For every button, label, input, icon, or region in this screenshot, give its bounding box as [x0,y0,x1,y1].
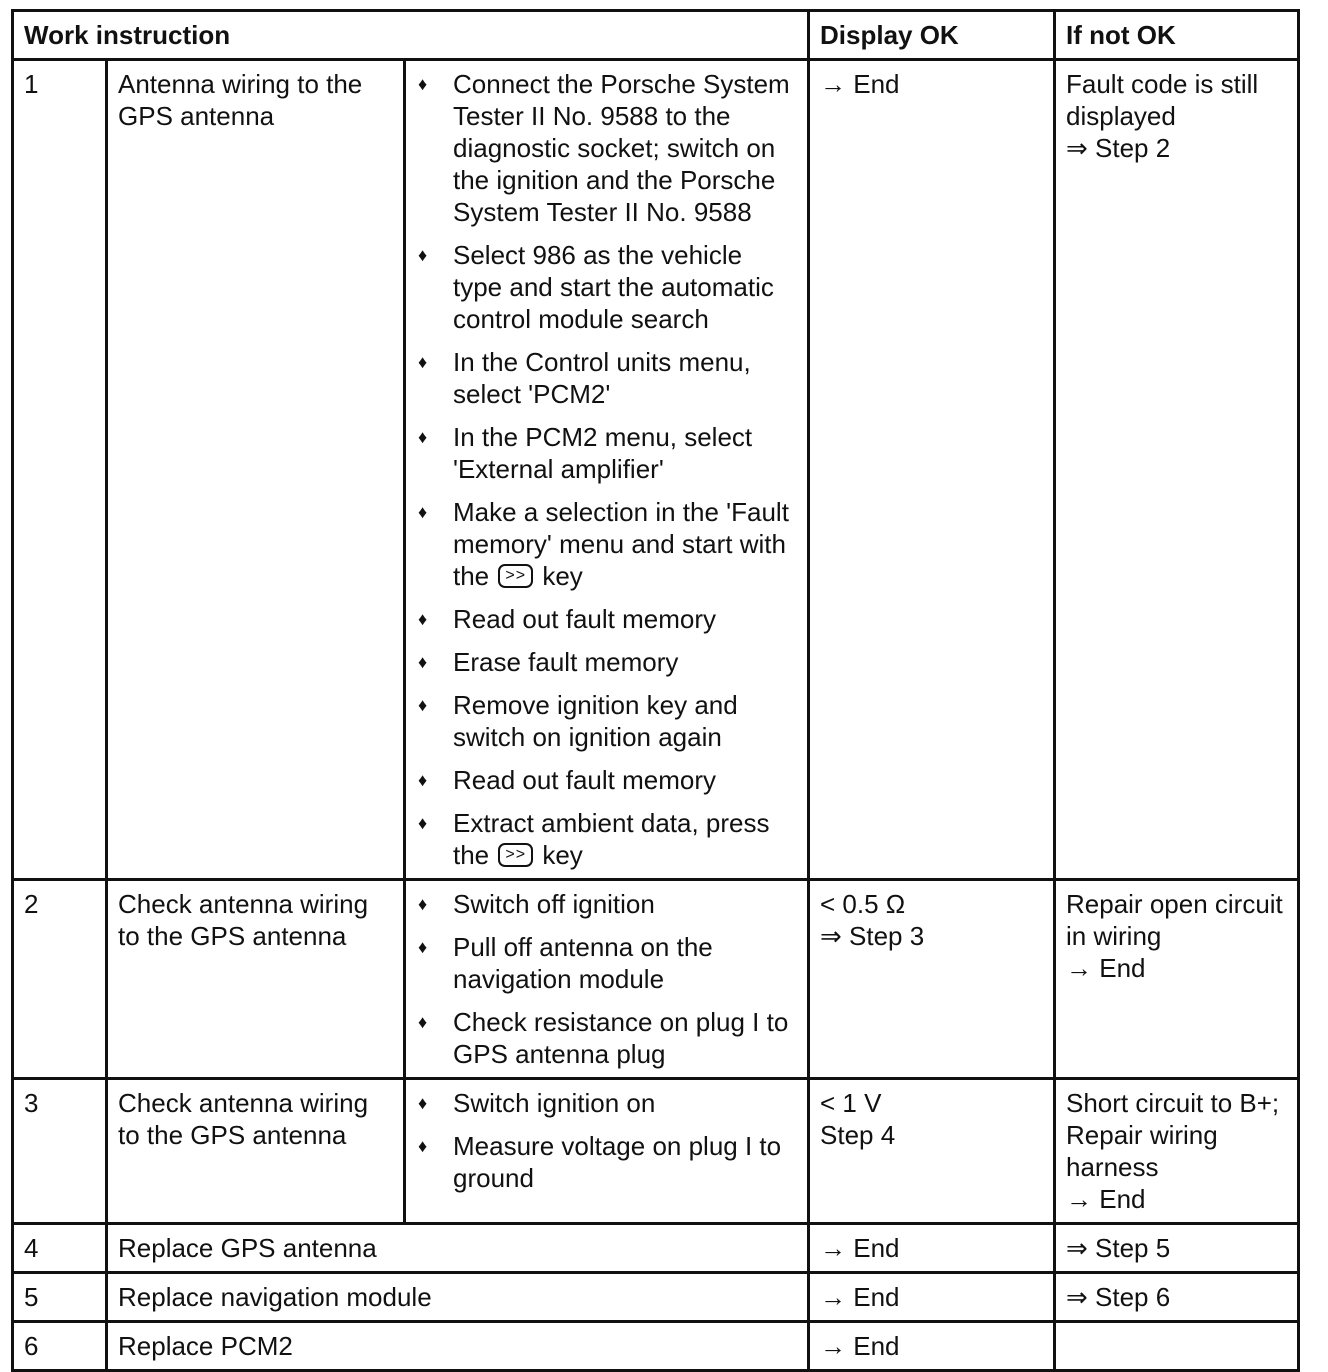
if-not-ok-line: → End [1066,1184,1146,1214]
step-number: 1 [13,60,107,880]
display-ok-line: → End [820,1282,900,1312]
diamond-bullet-icon: ♦ [418,609,428,629]
instruction-text: Erase fault memory [453,647,679,677]
list-item [416,931,798,995]
step-number: 4 [13,1224,107,1273]
list-item [416,68,798,228]
list-item [416,496,798,592]
header-work-instruction: Work instruction [13,11,809,60]
display-ok-cell [809,1273,1055,1322]
instruction-text: Pull off antenna on the navigation module [453,932,713,994]
list-item [416,346,798,410]
step-number: 3 [13,1079,107,1224]
if-not-ok-cell [1055,1273,1299,1322]
list-item [416,689,798,753]
diamond-bullet-icon: ♦ [418,1136,428,1156]
if-not-ok-cell [1055,1224,1299,1273]
step-title: Replace GPS antenna [107,1224,809,1273]
step-number: 5 [13,1273,107,1322]
header-display-ok: Display OK [809,11,1055,60]
list-item [416,764,798,796]
instruction-text-tail: key [542,561,583,591]
instruction-text: Extract ambient data, press the [453,808,770,870]
diamond-bullet-icon: ♦ [418,937,428,957]
diamond-bullet-icon: ♦ [418,1012,428,1032]
table-row [13,1079,1299,1224]
instruction-text: Switch ignition on [453,1088,656,1118]
step-number: 6 [13,1322,107,1371]
diamond-bullet-icon: ♦ [418,1093,428,1113]
diamond-bullet-icon: ♦ [418,352,428,372]
step-number: 2 [13,880,107,1079]
display-ok-line: < 0.5 Ω [820,889,906,919]
if-not-ok-cell [1055,60,1299,880]
work-instruction-table [11,9,1300,1372]
display-ok-line: → End [820,1331,900,1361]
step-instructions [405,1079,809,1224]
if-not-ok-line: Repair wiring harness [1066,1120,1218,1182]
instruction-text: In the Control units menu, select 'PCM2' [453,347,751,409]
table-row [13,1273,1299,1322]
diamond-bullet-icon: ♦ [418,813,428,833]
instruction-text: Switch off ignition [453,889,655,919]
list-item [416,1006,798,1070]
if-not-ok-cell [1055,880,1299,1079]
diamond-bullet-icon: ♦ [418,652,428,672]
list-item [416,1130,798,1194]
instruction-text: In the PCM2 menu, select 'External amplifier' [453,422,753,484]
diamond-bullet-icon: ♦ [418,770,428,790]
if-not-ok-cell [1055,1322,1299,1371]
instruction-text: Measure voltage on plug I to ground [453,1131,782,1193]
step-title: Antenna wiring to the GPS antenna [107,60,405,880]
if-not-ok-line: ⇒ Step 6 [1066,1282,1171,1312]
list-item [416,888,798,920]
instruction-text-tail: key [542,840,583,870]
list-item [416,603,798,635]
step-instructions [405,60,809,880]
diamond-bullet-icon: ♦ [418,427,428,447]
instruction-text: Make a selection in the 'Fault memory' menu and start with the [453,497,789,591]
forward-key-icon: >> [498,843,533,867]
table-row [13,60,1299,880]
step-title: Replace navigation module [107,1273,809,1322]
if-not-ok-cell [1055,1079,1299,1224]
instruction-text: Select 986 as the vehicle type and start the automatic control module search [453,240,774,334]
diamond-bullet-icon: ♦ [418,245,428,265]
instruction-text: Check resistance on plug I to GPS antenna plug [453,1007,789,1069]
step-title: Replace PCM2 [107,1322,809,1371]
step-title: Check antenna wiring to the GPS antenna [107,1079,405,1224]
if-not-ok-line: ⇒ Step 5 [1066,1233,1171,1263]
list-item [416,421,798,485]
diamond-bullet-icon: ♦ [418,74,428,94]
diamond-bullet-icon: ♦ [418,502,428,522]
list-item [416,646,798,678]
if-not-ok-line: ⇒ Step 2 [1066,133,1171,163]
step-title: Check antenna wiring to the GPS antenna [107,880,405,1079]
if-not-ok-line: → End [1066,953,1146,983]
step-instructions [405,880,809,1079]
diamond-bullet-icon: ♦ [418,695,428,715]
table-row [13,880,1299,1079]
instruction-text: Remove ignition key and switch on ignition again [453,690,738,752]
display-ok-cell [809,1322,1055,1371]
list-item [416,1087,798,1119]
display-ok-line: → End [820,1233,900,1263]
display-ok-cell [809,60,1055,880]
diamond-bullet-icon: ♦ [418,894,428,914]
table-row [13,1322,1299,1371]
display-ok-line: Step 4 [820,1120,896,1150]
list-item [416,807,798,871]
instruction-text: Read out fault memory [453,765,717,795]
if-not-ok-line: Short circuit to B+; [1066,1088,1280,1118]
display-ok-line: < 1 V [820,1088,882,1118]
display-ok-cell [809,1224,1055,1273]
list-item [416,239,798,335]
forward-key-icon: >> [498,564,533,588]
table-row [13,1224,1299,1273]
instruction-text: Read out fault memory [453,604,717,634]
document-page [11,9,1300,1372]
display-ok-cell [809,1079,1055,1224]
display-ok-line: ⇒ Step 3 [820,921,925,951]
display-ok-line: → End [820,69,900,99]
header-if-not-ok: If not OK [1055,11,1299,60]
if-not-ok-line: Fault code is still displayed [1066,69,1259,131]
if-not-ok-line: Repair open circuit in wiring [1066,889,1283,951]
display-ok-cell [809,880,1055,1079]
instruction-text: Connect the Porsche System Tester II No. 9588 to the diagnostic socket; switch on the ignition and the Porsche System Tester II No. 9588 [453,69,790,227]
header-row [13,11,1299,60]
